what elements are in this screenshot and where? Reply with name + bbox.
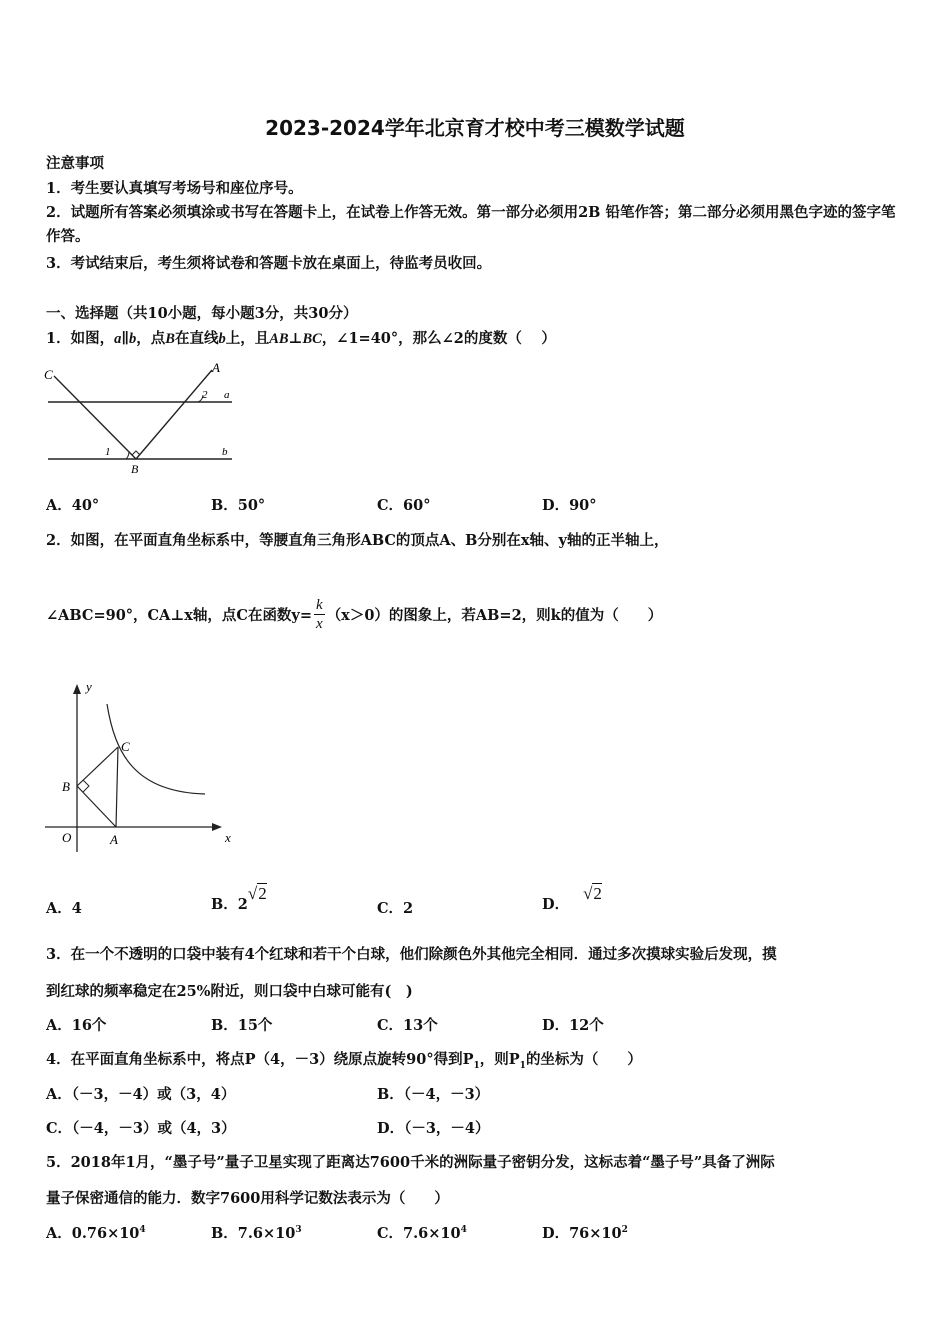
q5-stem-line1: 5．2018年1月，“墨子号”量子卫星实现了距离达7600千米的洲际量子密钥分发，这标志着“墨子号”具备了洲际 xyxy=(46,1154,775,1171)
q2-option-b-sqrt: √2 xyxy=(247,884,267,903)
q2-option-d-sqrt: √2 xyxy=(583,884,602,903)
q2-option-d[interactable]: D． √2 xyxy=(542,884,602,913)
q4-stem: 4．在平面直角坐标系中，将点P（4，－3）绕原点旋转90°得到$P_1$，则$P_1$的坐标为（ ） xyxy=(46,1051,642,1071)
q1-option-b[interactable]: B．50° xyxy=(211,497,266,514)
q2-segment-ca xyxy=(116,747,118,827)
q2-segment-ba xyxy=(77,786,116,827)
q1-label-line-a: a xyxy=(224,389,230,401)
q2-label-y: y xyxy=(86,679,92,694)
q1-option-c[interactable]: C．60° xyxy=(377,497,431,514)
q5-option-b[interactable]: B．$7.6\times 10^3$ xyxy=(211,1225,302,1242)
q2-option-a[interactable]: A．4 xyxy=(46,900,82,917)
q3-option-d[interactable]: D．12个 xyxy=(542,1017,604,1034)
q5-stem-line2: 量子保密通信的能力．数字7600用科学记数法表示为（ ） xyxy=(46,1190,449,1207)
q5-option-a[interactable]: A．$0.76\times 10^4$ xyxy=(46,1225,146,1242)
notice-item-3: 3．考试结束后，考生须将试卷和答题卡放在桌面上，待监考员收回。 xyxy=(46,255,492,272)
q1-option-d[interactable]: D．90° xyxy=(542,497,597,514)
q2-label-o: O xyxy=(62,830,72,845)
q2-fraction: $\frac{k}{x}$ xyxy=(316,596,323,632)
q3-stem-line2: 到红球的频率稳定在25%附近，则口袋中白球可能有( ) xyxy=(46,983,413,1000)
q2-x-arrow xyxy=(212,823,222,831)
q1-label-b-point: B xyxy=(131,462,139,476)
q1-label-angle1: 1 xyxy=(105,446,111,458)
q2-label-x: x xyxy=(225,830,231,845)
section-heading: 一、选择题（共10小题，每小题3分，共30分） xyxy=(46,305,358,322)
q1-label-angle2: 2 xyxy=(202,389,208,401)
q2-label-b: B xyxy=(62,779,70,794)
q1-label-c: C xyxy=(44,367,53,382)
notice-item-2: 2．试题所有答案必须填涂或书写在答题卡上，在试卷上作答无效。第一部分必须用2B 铅笔作答；第二部分必须用黑色字迹的签字笔作答。 xyxy=(46,204,896,245)
q3-option-c[interactable]: C．13个 xyxy=(377,1017,438,1034)
q2-option-c[interactable]: C．2 xyxy=(377,900,414,917)
q1-figure xyxy=(40,362,240,477)
notice-item-1: 1．考生要认真填写考场号和座位序号。 xyxy=(46,180,303,197)
q4-option-d[interactable]: D．（－3，－4） xyxy=(377,1120,490,1137)
q2-stem-line2: ∠ABC=90°，CA⊥x轴，点C在函数y= $\frac{k}{x}$ （x＞0）的图象上，若AB=2，则k的值为（ ） xyxy=(46,596,663,632)
q5-option-d[interactable]: D．$76\times 10^2$ xyxy=(542,1225,628,1242)
q1-segment-ba xyxy=(136,370,212,459)
q1-right-angle-mark xyxy=(132,451,140,455)
q3-option-b[interactable]: B．15个 xyxy=(211,1017,273,1034)
q1-angle1-arc xyxy=(126,452,129,459)
q2-option-b[interactable]: B．2 √2 xyxy=(211,884,267,913)
q2-figure xyxy=(40,674,240,854)
q2-y-arrow xyxy=(73,684,81,694)
page-title: 2023-2024学年北京育才校中考三模数学试题 xyxy=(265,116,685,140)
q1-label-a-point: A xyxy=(212,362,220,375)
q2-right-angle-mark xyxy=(83,780,89,792)
q1-stem: 1．如图，a∥b，点B在直线b上，且AB⊥BC，∠1=40°，那么∠2的度数（ ） xyxy=(46,330,556,347)
q2-label-c: C xyxy=(121,739,130,754)
q2-label-a: A xyxy=(110,832,118,847)
q3-option-a[interactable]: A．16个 xyxy=(46,1017,107,1034)
q2-stem-line1: 2．如图，在平面直角坐标系中，等腰直角三角形ABC的顶点A、B分别在x轴、y轴的正半轴上， xyxy=(46,532,669,549)
q4-option-a[interactable]: A．（－3，－4）或（3，4） xyxy=(46,1086,236,1103)
q1-option-a[interactable]: A．40° xyxy=(46,497,100,514)
q1-label-line-b: b xyxy=(222,446,228,458)
q3-stem-line1: 3．在一个不透明的口袋中装有4个红球和若干个白球，他们除颜色外其他完全相同．通过多次摸球实验后发现，摸 xyxy=(46,946,777,963)
notice-heading: 注意事项 xyxy=(46,155,104,172)
q1-segment-cb xyxy=(54,376,136,459)
q4-option-c[interactable]: C．（－4，－3）或（4，3） xyxy=(46,1120,236,1137)
q5-option-c[interactable]: C．$7.6\times 10^4$ xyxy=(377,1225,467,1242)
q4-option-b[interactable]: B．（－4，－3） xyxy=(377,1086,490,1103)
